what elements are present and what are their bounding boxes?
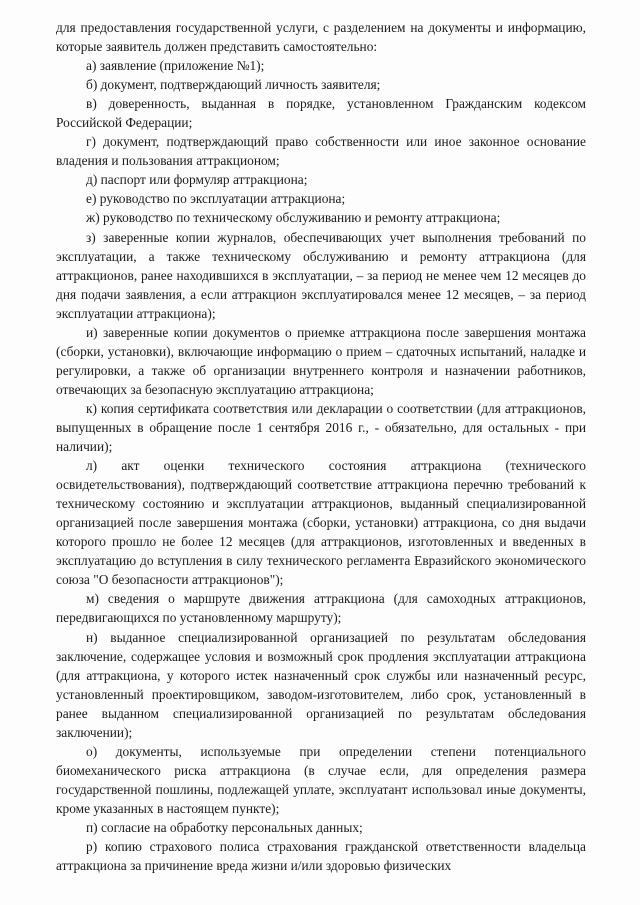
paragraph-item-v: в) доверенность, выданная в порядке, установленном Гражданским кодексом Российской Федерации;: [56, 96, 586, 131]
paragraph-item-d: д) паспорт или формуляр аттракциона;: [86, 172, 308, 188]
paragraph-item-m: м) сведения о маршруте движения аттракциона (для самоходных аттракционов, передвигающихся по установленному маршруту);: [56, 591, 586, 626]
paragraph-item-g: г) документ, подтверждающий право собственности или иное законное основание владения и пользования аттракционом;: [56, 134, 586, 169]
paragraph-item-o: о) документы, используемые при определении степени потенциального биомеханического риска аттракциона (в случае если, для определения размера государственной пошлины, подлежащей уплате, эксплуатант использовал иные документы, кроме указанных в настоящем пункте);: [56, 743, 586, 816]
paragraph-item-e: е) руководство по эксплуатации аттракциона;: [86, 191, 346, 207]
paragraph-item-zh: ж) руководство по техническому обслуживанию и ремонту аттракциона;: [86, 210, 501, 226]
paragraph-item-i: и) заверенные копии документов о приемке аттракциона после завершения монтажа (сборки, установки), включающие информацию о прием – сдаточных испытаний, наладке и регулировки, а также об организации внутреннего контроля и назначении работников, отвечающих за безопасную эксплуатацию аттракциона;: [56, 324, 586, 397]
paragraph-intro: для предоставления государственной услуги, с разделением на документы и информацию, которые заявитель должен представить самостоятельно:: [56, 20, 586, 55]
paragraph-item-z: з) заверенные копии журналов, обеспечивающих учет выполнения требований по эксплуатации, а также техническому обслуживанию и ремонту аттракциона (для аттракционов, ранее находившихся в эксплуатации, – за период не менее чем 12 месяцев до дня подачи заявления, а если аттракцион эксплуатировался менее 12 месяцев, – за период эксплуатации аттракциона);: [56, 229, 586, 321]
document-body: [56, 18, 586, 875]
paragraph-item-k: к) копия сертификата соответствия или декларации о соответствии (для аттракционов, выпущенных в обращение после 1 сентября 2016 г., - обязательно, для остальных - при наличии);: [56, 400, 586, 455]
paragraph-item-b: б) документ, подтверждающий личность заявителя;: [86, 77, 381, 93]
paragraph-item-l: л) акт оценки технического состояния аттракциона (технического освидетельствования), подтверждающий соответствие аттракциона перечню требований к техническому состоянию и эксплуатации аттракционов, выданный специализированной организацией после завершения монтажа (сборки, установки) аттракциона, со дня выдачи которого прошло не более 12 месяцев (для аттракционов, изготовленных и введенных в эксплуатацию до вступления в силу технического регламента Евразийского экономического союза "О безопасности аттракционов");: [56, 458, 586, 588]
paragraph-item-a: а) заявление (приложение №1);: [86, 58, 265, 74]
paragraph-item-p: п) согласие на обработку персональных данных;: [86, 819, 363, 835]
paragraph-item-r: р) копию страхового полиса страхования гражданской ответственности владельца аттракциона за причинение вреда жизни и/или здоровью физических: [56, 839, 586, 874]
paragraph-item-n: н) выданное специализированной организацией по результатам обследования заключение, содержащее условия и возможный срок продления эксплуатации аттракциона (для аттракциона, у которого истек назначенный срок службы или назначенный ресурс, установленный проектировщиком, заводом-изготовителем, либо срок, установленный в ранее выданном специализированной организацией по результатам обследования заключении);: [56, 629, 586, 740]
